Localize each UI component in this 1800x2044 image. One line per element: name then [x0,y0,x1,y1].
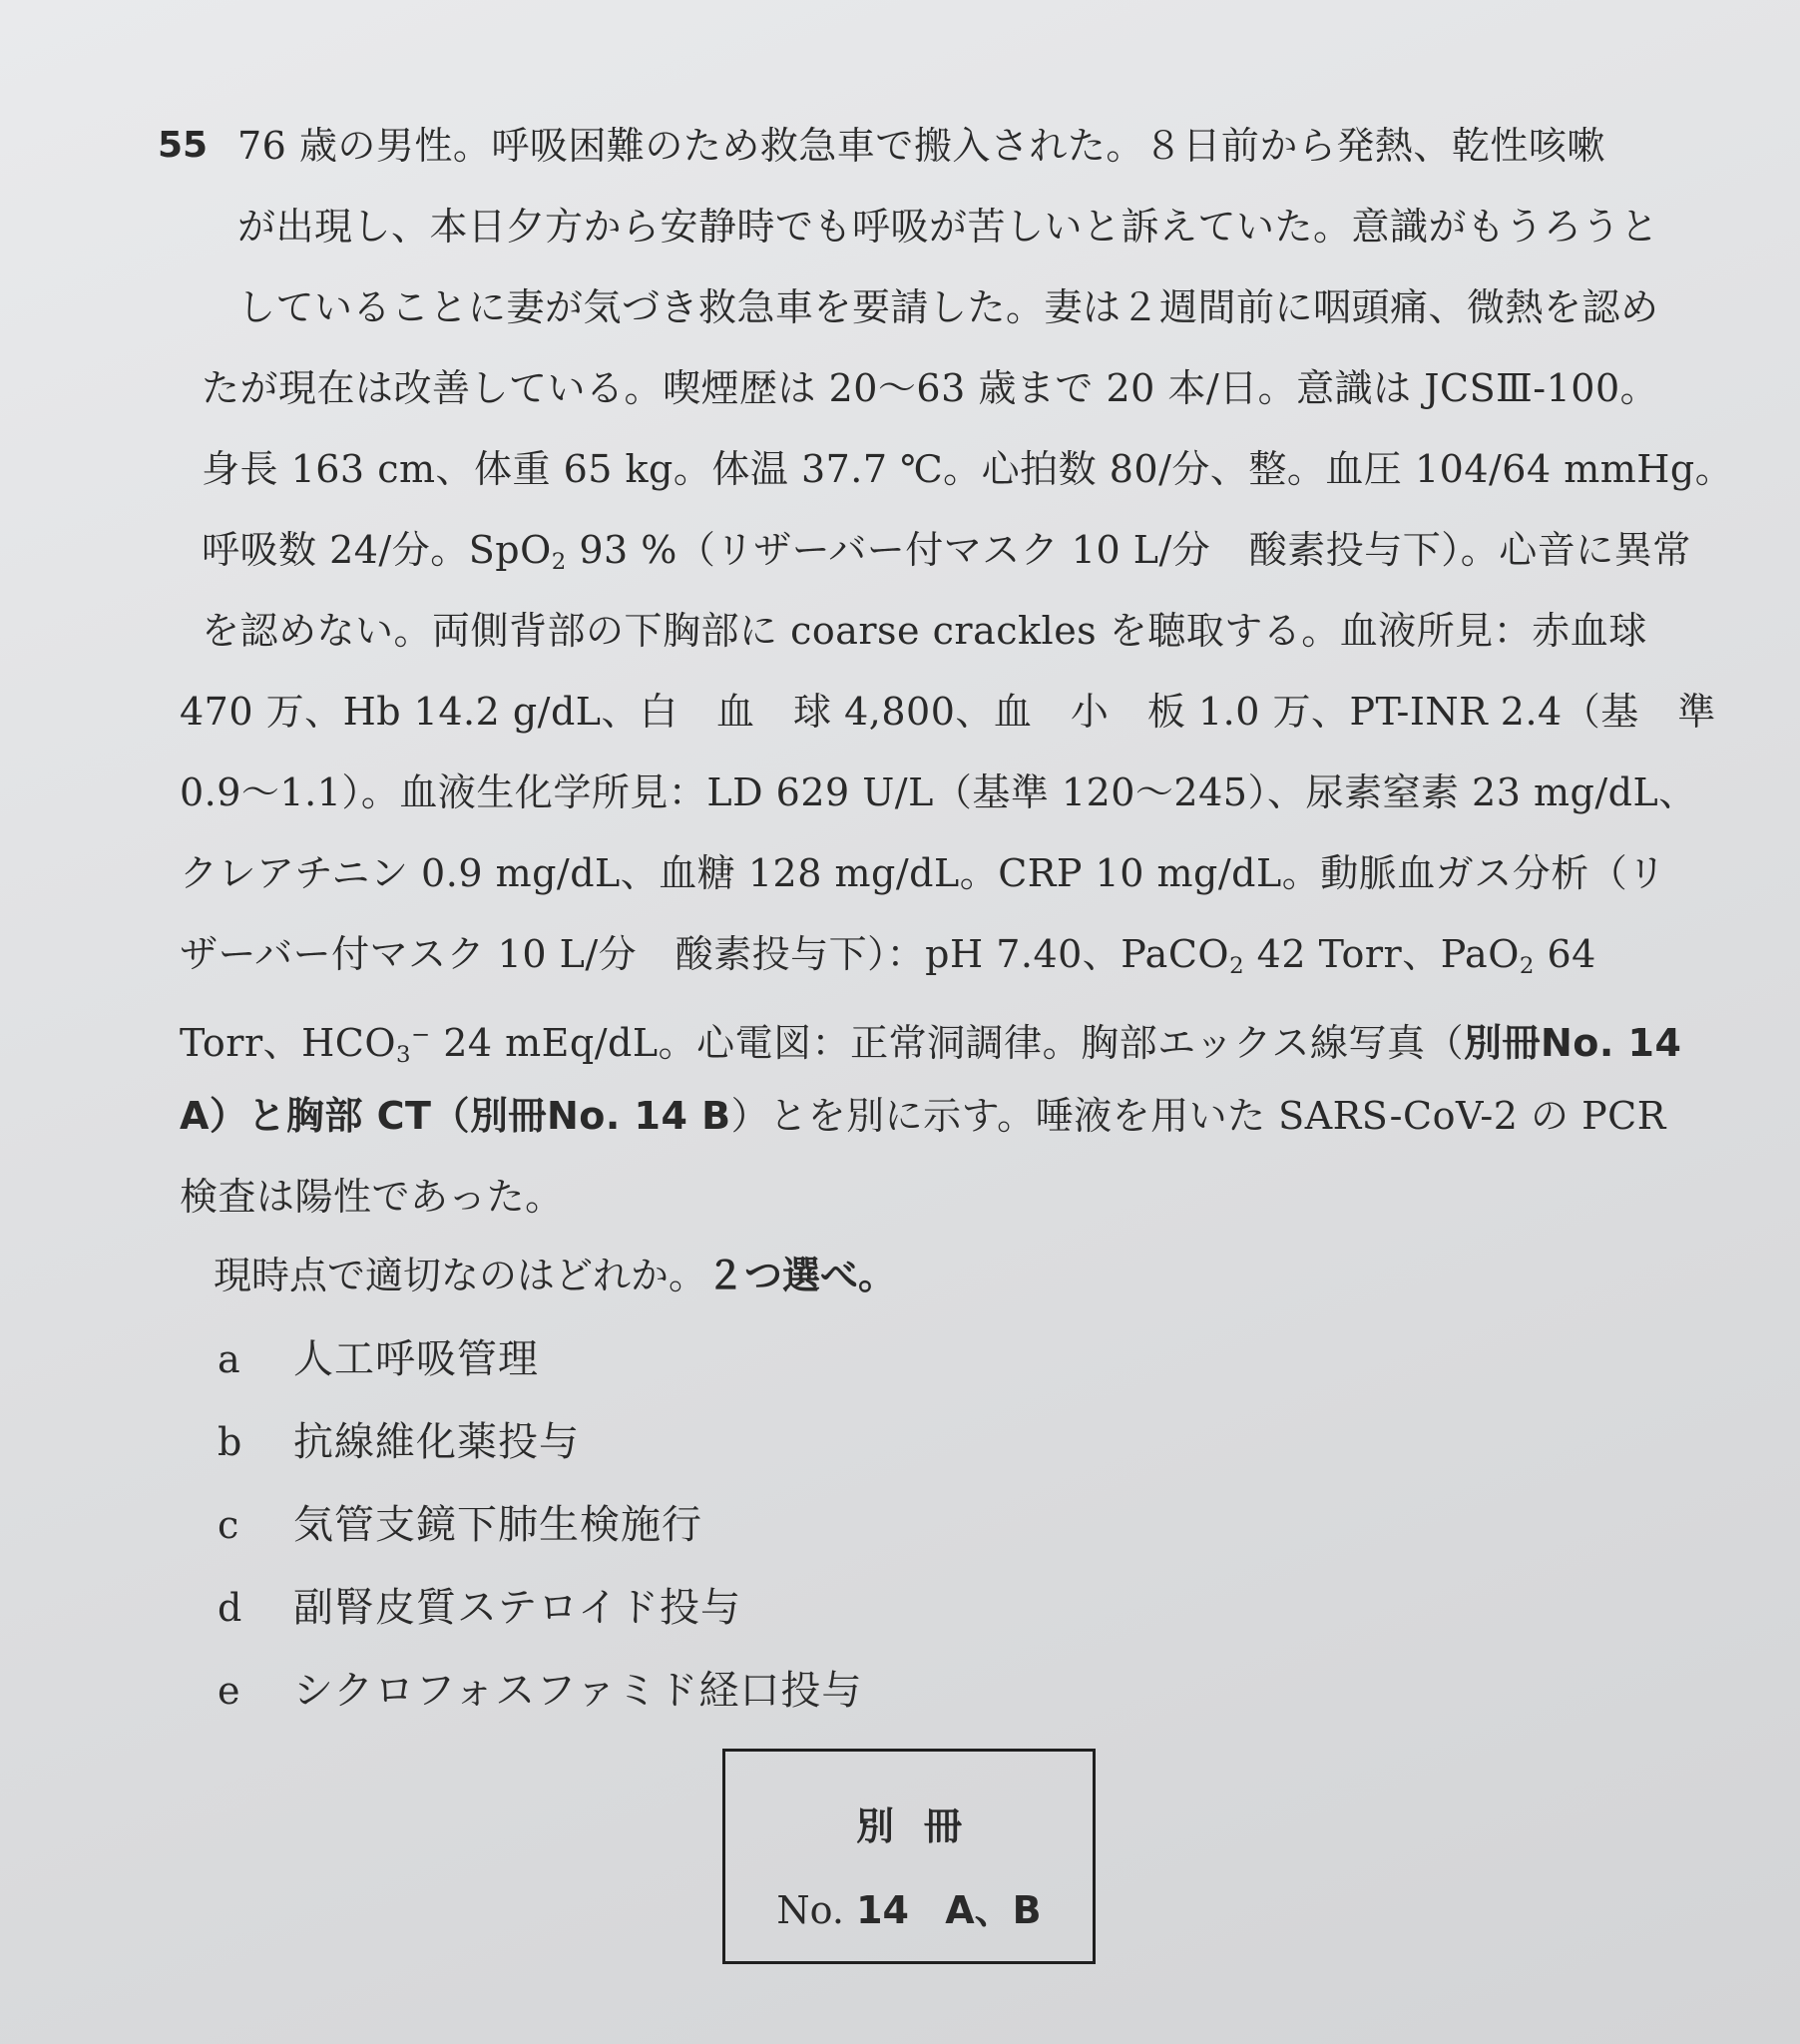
option-c[interactable] [218,1501,1315,1584]
pao2-subscript: 2 [1519,953,1535,979]
prompt-text: 現時点で適切なのはどれか。 [214,1254,707,1297]
stem-line-11-end: 64 [1534,932,1596,976]
answer-options [218,1335,1315,1750]
stem-line-9: 0.9〜1.1）。血液生化学所見：LD 629 U/L（基準 120〜245）、尿素窒素 23 mg/dL、 [180,770,1697,814]
stem-line-5: 身長 163 cm、体重 65 kg。体温 37.7 ℃。心拍数 80/分、整。血圧 104/64 mmHg。 [202,447,1734,491]
option-letter: c [218,1503,239,1547]
supplement-ref-number-box: 14 [856,1888,909,1932]
supplement-ref-label-2: 別冊 [469,1094,547,1138]
supplement-ref-prefix: No. [776,1888,844,1932]
stem-line-12-mid: 24 mEq/dL。心電図：正常洞調律。胸部エックス線写真（ [430,1021,1464,1065]
option-letter: a [218,1337,240,1381]
stem-line-11-start: ザーバー付マスク 10 L/分 酸素投与下）：pH 7.40、PaCO [180,932,1230,976]
option-b[interactable] [218,1418,1315,1501]
supplement-title: 別冊 [855,1804,992,1848]
stem-line-6 [202,526,1691,607]
question-number: 55 [158,125,209,166]
supplement-ref-number: No. 14 [1540,1021,1682,1065]
stem-line-13-start: A）と胸部 CT（ [180,1094,470,1138]
hco3-superscript: − [411,1022,431,1048]
supplement-box [722,1749,1096,1964]
prompt-select-count: ２つ選べ。 [706,1254,897,1297]
stem-line-6-start: 呼吸数 24/分。SpO [202,528,552,572]
option-text: 副腎皮質ステロイド投与 [293,1585,741,1631]
stem-line-12 [180,1011,1682,1092]
stem-line-1: 76 歳の男性。呼吸困難のため救急車で搬入された。８日前から発熱、乾性咳嗽 [237,124,1605,168]
option-letter: e [218,1669,240,1713]
option-a[interactable] [218,1335,1315,1418]
stem-line-10: クレアチニン 0.9 mg/dL、血糖 128 mg/dL。CRP 10 mg/dL。動脈血ガス分析（リ [180,851,1666,895]
supplement-ref-label: 別冊 [1463,1021,1541,1065]
spo2-subscript: 2 [551,549,567,575]
stem-line-11-mid: 42 Torr、PaO [1244,932,1520,976]
option-letter: d [218,1586,242,1630]
stem-line-13-end: ）とを別に示す。唾液を用いた SARS-CoV-2 の PCR [730,1094,1666,1138]
supplement-reference [725,1879,1093,1934]
stem-line-14: 検査は陽性であった。 [180,1175,564,1219]
stem-line-3: していることに妻が気づき救急車を要請した。妻は２週間前に咽頭痛、微熱を認め [237,285,1659,329]
paco2-subscript: 2 [1229,953,1245,979]
supplement-ref-number-2: No. 14 B [546,1094,731,1138]
option-text: シクロフォスファミド経口投与 [293,1668,863,1714]
supplement-ref-parts: A、B [945,1888,1042,1932]
option-e[interactable] [218,1667,1315,1750]
option-d[interactable] [218,1584,1315,1667]
stem-line-2: が出現し、本日夕方から安静時でも呼吸が苦しいと訴えていた。意識がもうろうと [237,205,1659,249]
hco3-subscript: 3 [395,1042,411,1068]
option-letter: b [218,1420,242,1464]
stem-line-8: 470 万、Hb 14.2 g/dL、白 血 球 4,800、血 小 板 1.0 万、PT-INR 2.4（基 準 [180,690,1716,734]
stem-line-4: たが現在は改善している。喫煙歴は 20〜63 歳まで 20 本/日。意識は JCSⅢ-100。 [202,366,1659,410]
stem-line-6-rest: 93 %（リザーバー付マスク 10 L/分 酸素投与下）。心音に異常 [566,528,1691,572]
stem-line-11 [180,930,1664,1011]
question-prompt [214,1252,896,1299]
stem-line-13 [180,1092,1664,1173]
option-text: 抗線維化薬投与 [293,1419,580,1465]
option-text: 人工呼吸管理 [293,1336,539,1382]
stem-line-12-start: Torr、HCO [180,1021,396,1065]
stem-line-7: を認めない。両側背部の下胸部に coarse crackles を聴取する。血液所見：赤血球 [202,609,1647,653]
option-text: 気管支鏡下肺生検施行 [293,1502,702,1548]
